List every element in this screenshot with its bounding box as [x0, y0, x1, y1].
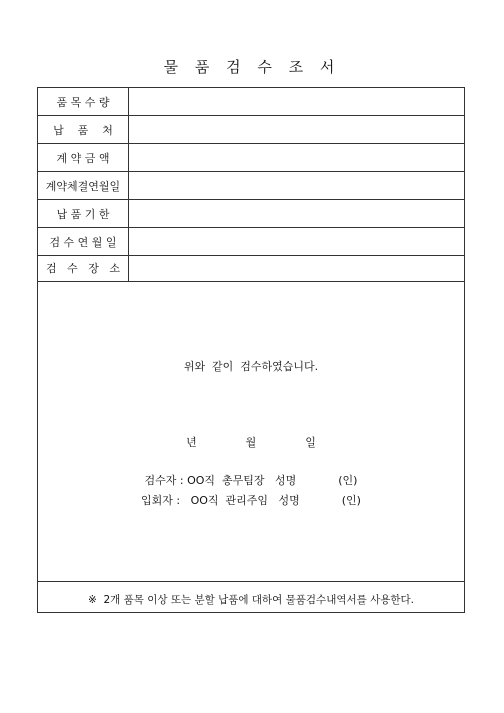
field-contract-amount[interactable]	[129, 144, 464, 171]
label-inspection-place: 검 수 장 소	[38, 254, 129, 281]
inspector-signature-line: 검수자 : OO직 총무팀장 성명 (인)	[144, 474, 358, 487]
certification-area	[38, 282, 464, 582]
field-delivery-deadline[interactable]	[129, 200, 464, 227]
row-supplier	[38, 116, 464, 144]
date-line: 년 월 일	[186, 436, 316, 449]
field-contract-date[interactable]	[129, 172, 464, 199]
row-inspection-date	[38, 228, 464, 256]
row-contract-amount	[38, 144, 464, 172]
field-inspection-date[interactable]	[129, 228, 464, 255]
label-inspection-date: 검 수 연 월 일	[38, 228, 129, 255]
inspection-form	[37, 87, 465, 613]
field-supplier[interactable]	[129, 116, 464, 143]
label-contract-amount: 계 약 금 액	[38, 144, 129, 171]
document-title: 물 품 검 수 조 서	[163, 58, 341, 76]
row-item-quantity	[38, 88, 464, 116]
footnote: ※ 2개 품목 이상 또는 분할 납품에 대하여 물품검수내역서를 사용한다.	[87, 594, 415, 606]
label-item-quantity: 품 목 수 량	[38, 88, 129, 115]
label-supplier: 납 품 처	[38, 116, 129, 143]
row-delivery-deadline	[38, 200, 464, 228]
label-delivery-deadline: 납 품 기 한	[38, 200, 129, 227]
row-contract-date	[38, 172, 464, 200]
field-inspection-place[interactable]	[129, 254, 464, 281]
label-contract-date: 계약체결연월일	[38, 172, 129, 199]
certification-statement: 위와 같이 검수하였습니다.	[183, 360, 319, 373]
field-item-quantity[interactable]	[129, 88, 464, 115]
row-inspection-place	[38, 254, 464, 282]
witness-signature-line: 입회자 : OO직 관리주임 성명 (인)	[141, 494, 361, 507]
